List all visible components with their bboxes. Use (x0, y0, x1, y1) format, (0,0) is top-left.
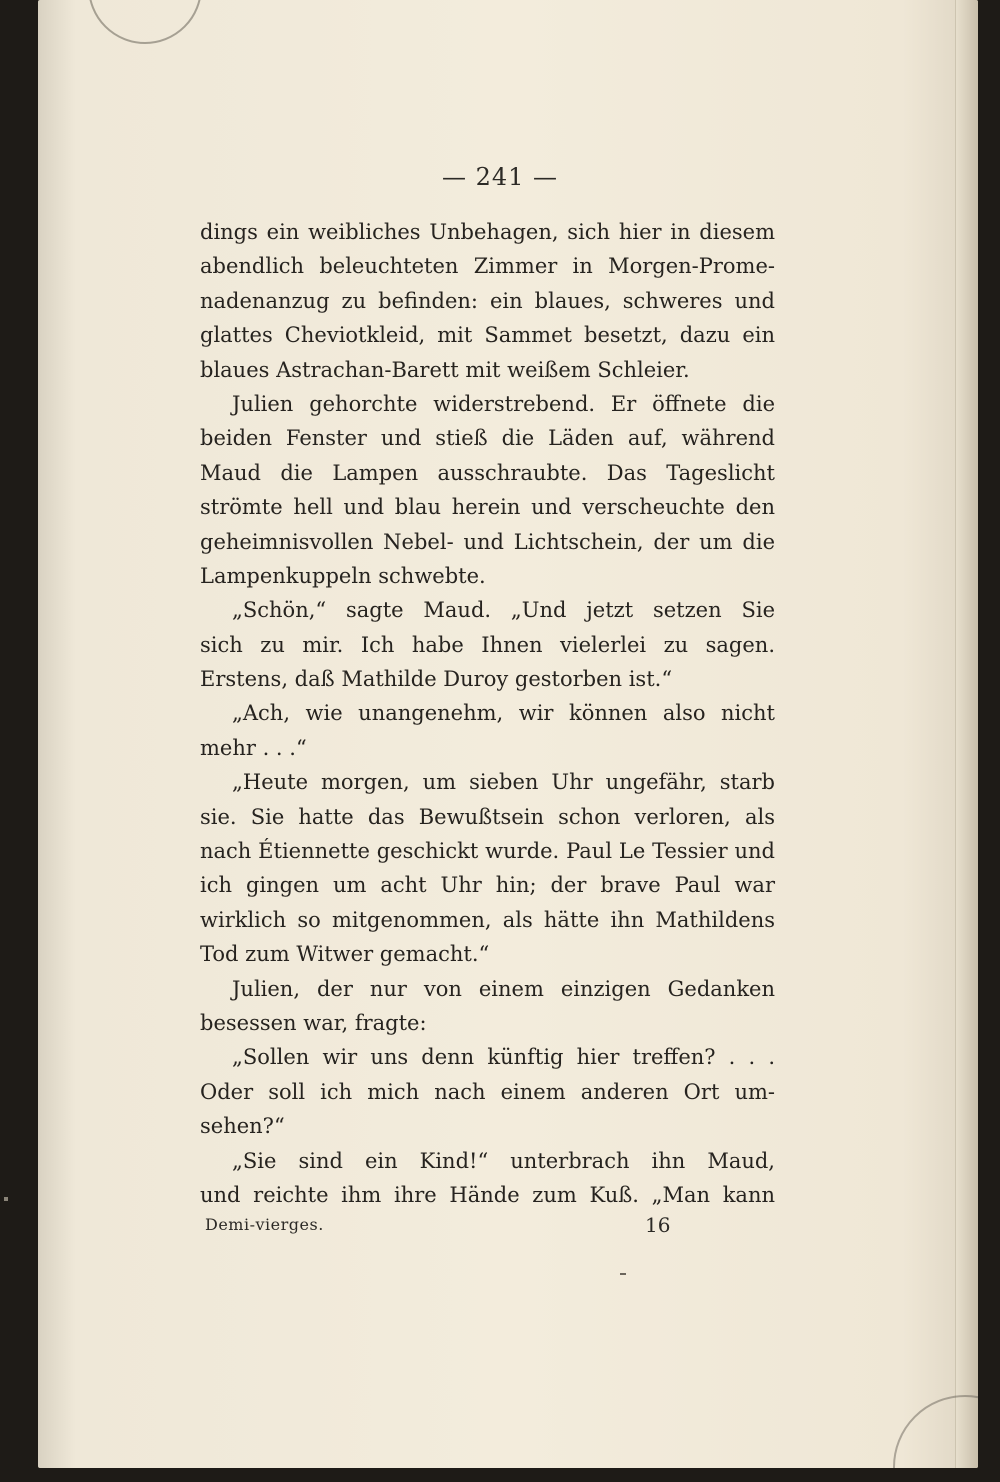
margin-speck (4, 1197, 8, 1201)
text-line: Oder soll ich mich nach einem anderen Ort um- (200, 1079, 775, 1104)
text-line: glattes Cheviotkleid, mit Sammet besetzt, dazu ein (200, 323, 775, 348)
corner-mark-bottom-right (893, 1395, 978, 1468)
text-line: sie. Sie hatte das Bewußtsein schon verloren, als (200, 804, 775, 829)
page-number: — 241 — (441, 163, 559, 191)
page-edge (955, 0, 978, 1468)
text-line: Maud die Lampen ausschraubte. Das Tageslicht (200, 460, 775, 485)
text-line: „Sie sind ein Kind!“ unterbrach ihn Maud, (232, 1148, 775, 1173)
text-line: und reichte ihm ihre Hände zum Kuß. „Man kann (200, 1182, 775, 1207)
corner-mark-top-left (88, 0, 202, 44)
text-line: abendlich beleuchteten Zimmer in Morgen-Prome- (200, 254, 775, 279)
text-line: strömte hell und blau herein und verscheuchte den (200, 495, 775, 520)
text-line: geheimnisvollen Nebel- und Lichtschein, der um die (200, 529, 775, 554)
text-line: wirklich so mitgenommen, als hätte ihn Mathildens (200, 907, 775, 932)
text-line: Julien, der nur von einem einzigen Gedanken (232, 976, 775, 1001)
text-line: beiden Fenster und stieß die Läden auf, während (200, 426, 775, 451)
text-line: mehr . . .“ (200, 735, 307, 760)
text-line: „Schön,“ sagte Maud. „Und jetzt setzen Sie (232, 598, 775, 623)
text-line: besessen war, fragte: (200, 1010, 427, 1035)
text-line: Erstens, daß Mathilde Duroy gestorben ist.“ (200, 667, 673, 692)
text-line: sehen?“ (200, 1114, 285, 1139)
text-line: ich gingen um acht Uhr hin; der brave Paul war (200, 873, 775, 898)
text-line: „Ach, wie unangenehm, wir können also nicht (232, 701, 775, 726)
text-line: nach Étiennette geschickt wurde. Paul Le Tessier und (200, 839, 775, 864)
text-line: nadenanzug zu befinden: ein blaues, schweres und (200, 288, 775, 313)
signature-mark: Demi-vierges. (205, 1215, 324, 1234)
text-line: Julien gehorchte widerstrebend. Er öffnete die (232, 391, 775, 416)
dash-mark (620, 1273, 626, 1275)
body-text (200, 215, 775, 1212)
text-line: dings ein weibliches Unbehagen, sich hier in diesem (200, 220, 775, 244)
page-header (0, 163, 1000, 191)
text-line: Tod zum Witwer gemacht.“ (200, 942, 490, 967)
sheet-number: 16 (645, 1213, 671, 1237)
text-line: sich zu mir. Ich habe Ihnen vielerlei zu sagen. (200, 632, 775, 657)
text-line: „Sollen wir uns denn künftig hier treffen? . . . (232, 1045, 775, 1070)
text-line: Lampenkuppeln schwebte. (200, 563, 486, 588)
text-line: blaues Astrachan-Barett mit weißem Schleier. (200, 357, 690, 382)
text-line: „Heute morgen, um sieben Uhr ungefähr, starb (232, 770, 775, 795)
